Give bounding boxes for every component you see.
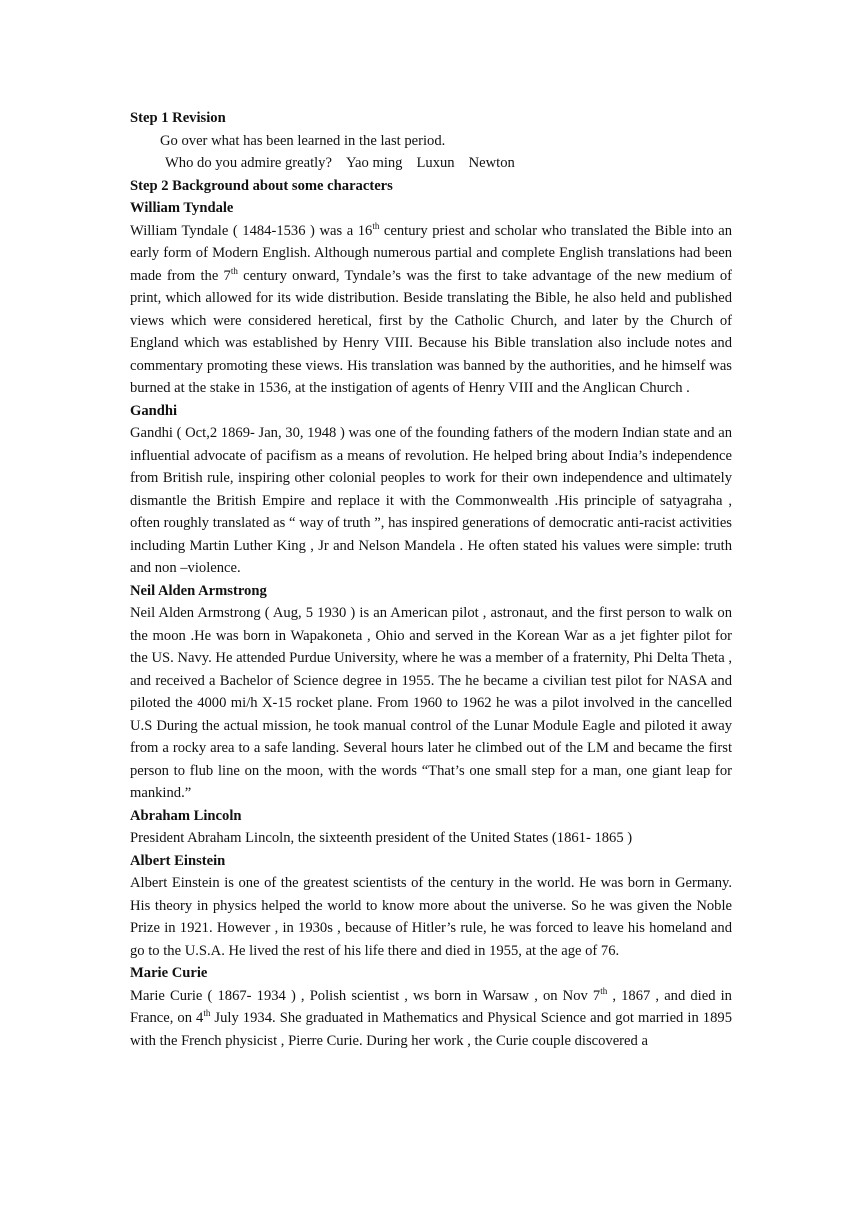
tyndale-paragraph: [130, 220, 732, 400]
tyndale-sup-1: th: [372, 220, 380, 231]
tyndale-text-3: century onward, Tyndale’s was the first to take advantage of the new medium of print, which allowed for its wide distribution. Beside translating the Bible, he also held and published views which were considered heretical, first by the Catholic Church, and later by the Church of England which was established by Henry VIII. Because his Bible translation also include notes and commentary promoting these views. His translation was banned by the authorities, and he himself was burned at the stake in 1536, at the instigation of agents of Henry VIII and the Anglican Church .: [130, 267, 732, 396]
step1-heading: Step 1 Revision: [130, 110, 226, 126]
admired-name-2: Luxun: [416, 155, 455, 171]
curie-text-3: July 1934. She graduated in Mathematics and Physical Science and got married in 1895 with the French physicist , Pierre Curie. During her work , the Curie couple discovered a: [130, 1010, 732, 1049]
lincoln-heading: Abraham Lincoln: [130, 807, 242, 824]
tyndale-heading: William Tyndale: [130, 200, 234, 216]
armstrong-paragraph: Neil Alden Armstrong ( Aug, 5 1930 ) is an American pilot , astronaut, and the first person to walk on the moon .He was born in Wapakoneta , Ohio and served in the Korean War as a jet fighter pilot for the US. Navy. He attended Purdue University, where he was a member of a fraternity, Phi Delta Theta , and received a Bachelor of Science degree in 1955. The he became a civilian test pilot for NASA and piloted the 4000 mi/h X-15 rocket plane. From 1960 to 1962 he was a pilot involved in the cancelled U.S During the actual mission, he took manual control of the Lunar Module Eagle and piloted it away from a rocky area to a safe landing. Several hours later he climbed out of the LM and became the first person to flub line on the moon, with the words “That’s one small step for a man, one giant leap for mankind.”: [130, 605, 732, 801]
einstein-heading: Albert Einstein: [130, 852, 226, 869]
armstrong-heading: Neil Alden Armstrong: [130, 582, 267, 599]
lincoln-paragraph: President Abraham Lincoln, the sixteenth president of the United States (1861- 1865 ): [130, 830, 633, 846]
curie-text-1: Marie Curie ( 1867- 1934 ) , Polish scientist , ws born in Warsaw , on Nov 7: [130, 987, 601, 1004]
einstein-paragraph: Albert Einstein is one of the greatest scientists of the century in the world. He was born in Germany. His theory in physics helped the world to know more about the universe. So he was given the Noble Prize in 1921. However , in 1930s , because of Hitler’s rule, he was forced to leave his homeland and go to the U.S.A. He lived the rest of his life there and died in 1955, at the age of 76.: [130, 875, 732, 959]
curie-paragraph: [130, 985, 732, 1053]
tyndale-text-1: William Tyndale ( 1484-1536 ) was a 16: [130, 222, 373, 239]
gandhi-paragraph: Gandhi ( Oct,2 1869- Jan, 30, 1948 ) was one of the founding fathers of the modern Indian state and an influential advocate of pacifism as a means of revolution. He helped bring about India’s independence from British rule, inspiring other colonial peoples to work for their own independence and ultimately dismantle the British Empire and replace it with the Commonwealth .His principle of satyagraha , often roughly translated as “ way of truth ”, has inspired generations of democratic anti-racist activities including Martin Luther King , Jr and Nelson Mandela . He often stated his values were simple: truth and non –violence.: [130, 425, 732, 576]
tyndale-text-2: century priest and scholar who translated the Bible into an early form of Modern English. Although numerous partial and complete English translations had been made from the 7: [130, 222, 732, 284]
gandhi-heading: Gandhi: [130, 402, 178, 419]
curie-sup-1: th: [600, 985, 608, 996]
tyndale-sup-2: th: [230, 265, 238, 276]
step2-heading: Step 2 Background about some characters: [130, 177, 393, 194]
step1-question: Who do you admire greatly?: [165, 155, 332, 171]
document-page: [130, 107, 732, 1052]
admired-name-3: Newton: [468, 155, 515, 171]
curie-text-2: , 1867 , and died in France, on 4: [130, 987, 732, 1026]
curie-sup-2: th: [203, 1008, 211, 1019]
admired-name-1: Yao ming: [345, 155, 403, 171]
curie-heading: Marie Curie: [130, 965, 208, 981]
step1-question-line: [130, 152, 732, 175]
step1-instruction: Go over what has been learned in the last period.: [160, 132, 446, 149]
